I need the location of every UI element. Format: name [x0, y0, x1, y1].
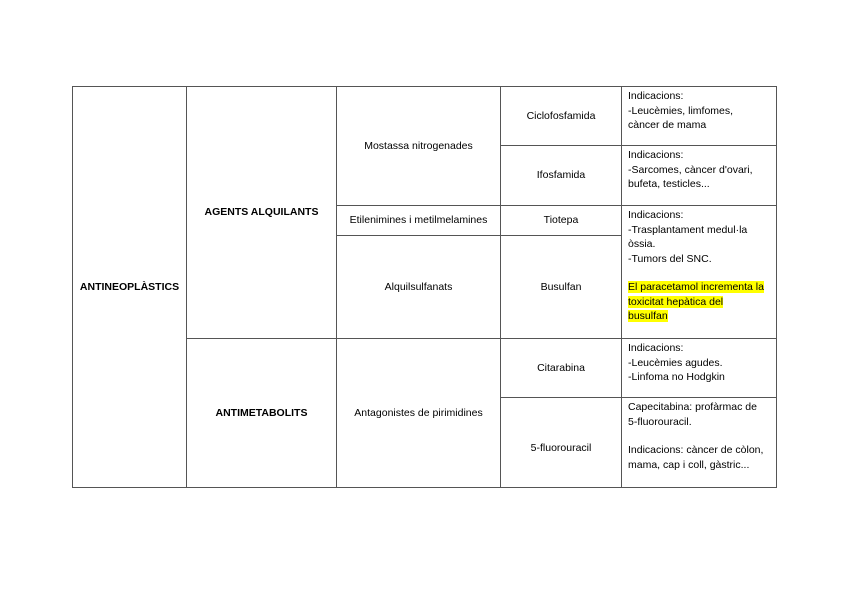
note-line: mama, cap i coll, gàstric... — [628, 458, 750, 471]
group-cell-alkylating — [186, 86, 337, 339]
group-label: ANTIMETABOLITS — [215, 406, 308, 419]
note-line: Indicacions: càncer de còlon, — [628, 444, 764, 456]
subgroup-cell-etilenimines — [336, 205, 501, 236]
notes-cell-tiotepa-busulfan — [621, 205, 777, 339]
drug-cell-fluorouracil — [500, 397, 622, 488]
drug-cell-busulfan — [500, 235, 622, 339]
note-line: -Linfoma no Hodgkin — [628, 371, 725, 383]
subgroup-cell-pirimidines — [336, 338, 501, 488]
notes-cell-ifosfamida — [621, 145, 777, 206]
group-label: AGENTS ALQUILANTS — [204, 206, 319, 219]
note-line: Capecitabina: profàrmac de — [628, 401, 757, 413]
drug-name: Citarabina — [537, 361, 585, 374]
subgroup-label: Antagonistes de pirimidines — [354, 406, 483, 419]
note-line: -Leucèmies, limfomes, — [628, 104, 734, 117]
drug-name: Busulfan — [540, 280, 582, 293]
note-line: -Leucèmies agudes. — [628, 356, 723, 369]
note-line: -Sarcomes, càncer d'ovari, — [628, 163, 753, 176]
drug-name: Tiotepa — [543, 214, 579, 227]
note-line: Indicacions: — [628, 90, 684, 102]
drug-cell-tiotepa — [500, 205, 622, 236]
note-line: -Trasplantament medul·la — [628, 223, 748, 236]
drug-name: Ciclofosfamida — [526, 109, 596, 122]
drug-cell-ciclofosfamida — [500, 86, 622, 146]
subgroup-label: Alquilsulfanats — [384, 280, 453, 293]
note-line: 5-fluorouracil. — [628, 415, 692, 428]
highlighted-text: El paracetamol incrementa la — [628, 281, 764, 293]
highlight-line — [628, 309, 770, 324]
class-cell — [72, 86, 187, 488]
drug-cell-citarabina — [500, 338, 622, 398]
note-line: òssia. — [628, 238, 656, 250]
note-line: bufeta, testicles... — [628, 178, 710, 190]
notes-cell-fluorouracil — [621, 397, 777, 488]
highlight-line — [628, 295, 770, 310]
note-line: Indicacions: — [628, 342, 684, 354]
highlighted-text: toxicitat hepàtica del — [628, 295, 724, 308]
subgroup-cell-alquilsulfanats — [336, 235, 501, 339]
drug-name: 5-fluorouracil — [530, 442, 592, 455]
drug-cell-ifosfamida — [500, 145, 622, 206]
note-line: càncer de mama — [628, 119, 707, 131]
notes-cell-ciclofosfamida — [621, 86, 777, 146]
subgroup-label: Mostassa nitrogenades — [364, 139, 473, 152]
highlighted-text: busulfan — [628, 310, 668, 322]
highlight-line — [628, 280, 770, 295]
class-label: ANTINEOPLÀSTICS — [79, 280, 180, 293]
group-cell-antimetabolites — [186, 338, 337, 488]
subgroup-label: Etilenimines i metilmelamines — [349, 214, 488, 227]
subgroup-cell-mostassa — [336, 86, 501, 206]
note-line: Indicacions: — [628, 209, 684, 221]
notes-cell-citarabina — [621, 338, 777, 398]
note-line: -Tumors del SNC. — [628, 252, 712, 265]
note-line: Indicacions: — [628, 149, 684, 161]
drug-name: Ifosfamida — [536, 169, 586, 182]
